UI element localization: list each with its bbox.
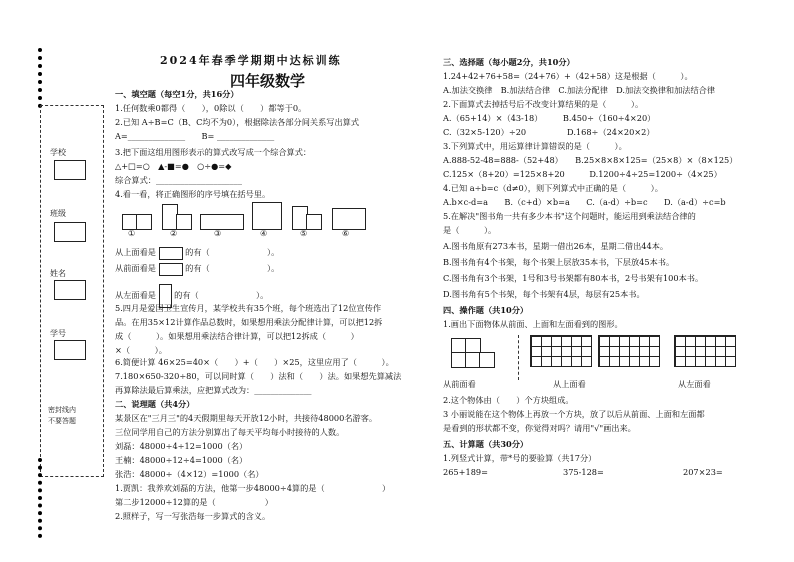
cube-fig-1b: [136, 214, 152, 230]
view-top-row: [115, 246, 279, 260]
cube-num-2: ②: [170, 229, 178, 238]
name-field[interactable]: [54, 280, 86, 300]
student-id-label: 学号: [50, 329, 66, 338]
perforation-dots-bottom: [38, 458, 46, 538]
reason-wangnan: 王楠：48000÷12÷4=1000（名）: [115, 455, 248, 465]
choice-q2-options-ab: A.（65+14）×（43-18） B.450÷（160÷4×20）: [443, 113, 656, 123]
cube-fig-3: [200, 214, 244, 230]
choice-q4: 4.已知 a÷b=c（d≠0），则下列算式中正确的是（ ）。: [443, 183, 663, 193]
choice-q5-line1: 5.在解决"图书角一共有多少本书"这个问题时，能运用到乘法结合律的: [443, 211, 696, 221]
calc-q1: 1.列竖式计算，带*号的要验算（共17分）: [443, 453, 597, 463]
reason-line2: 三位同学用自己的方法分别算出了每天平均每小时接待的人数。: [115, 427, 345, 437]
cube-num-1: ①: [128, 229, 136, 238]
binding-margin: [0, 0, 110, 562]
name-label: 姓名: [50, 269, 66, 278]
reason-q1-step2: 第二步12000÷12算的是（ ）: [115, 497, 273, 507]
choice-q5-line2: 是（ ）。: [443, 225, 497, 235]
choice-q1: 1.24+42+76+58=（24+76）+（42+58）这是根据（ ）。: [443, 71, 693, 81]
front-view-shape: [159, 263, 183, 276]
operation-q2: 2.这个物体由（ ）个方块组成。: [443, 395, 574, 405]
reason-q2: 2.照样子，写一写张浩每一步算式的含义。: [115, 511, 271, 521]
q6: 6.简便计算 46×25=40×（ ）+（ ）×25，这里应用了（ ）。: [115, 357, 394, 367]
q7-line1: 7.180×650-320÷80，可以同时算（ ）法和（ ）法。如果想先算减法: [115, 371, 402, 381]
view-top-blank: 的有（ ）。: [185, 247, 280, 257]
q3-text: 3.把下面这组用图形表示的算式改写成一个综合算式：: [115, 147, 312, 157]
grid-label-left: 从左面看: [678, 379, 711, 389]
reason-q1: 1.贾凯：我养欢刘磊的方法，他第一步48000÷4算的是（ ）: [115, 483, 391, 493]
top-view-shape: [159, 247, 183, 260]
choice-q5-c: C.图书角有3个书架，1号和3号书架都有80本书，2号书架有100本书。: [443, 273, 704, 283]
view-left-blank: 的有（ ）。: [174, 290, 269, 300]
choice-q3-options-ab: A.888-52-48=888-（52+48） B.25×8×8×125=（25×8）×（8×125）: [443, 155, 738, 165]
figure-divider: [518, 335, 519, 380]
q5-line3: 成（ ）。如果想用乘法结合律计算，可以把12拆成（ ）: [115, 331, 359, 341]
section-calculation: 五、计算题（共30分）: [443, 439, 529, 449]
calc-item-1: 265+189=: [443, 467, 488, 477]
reason-liulei: 刘磊：48000÷4÷12=1000（名）: [115, 441, 248, 451]
q7-line2: 再算除法最后算乘法，应把算式改为：______________: [115, 385, 312, 395]
cube-num-6: ⑥: [342, 229, 350, 238]
class-field[interactable]: [54, 222, 86, 242]
operation-q3-line1: 3 小丽说能在这个物体上再放一个方块，放了以后从前面、上面和左面都: [443, 409, 705, 419]
grid-left[interactable]: [674, 335, 736, 367]
choice-q3: 3.下列算式中，用运算律计算错误的是（ ）。: [443, 141, 627, 151]
view-front-label: 从前面看是: [115, 263, 156, 273]
seal-note-2: 不要答题: [48, 417, 76, 425]
q1: 1.任何数乘0都得（ ），0除以（ ）都等于0。: [115, 103, 307, 113]
school-field[interactable]: [54, 160, 86, 180]
section-choice: 三、选择题（每小题2分，共10分）: [443, 57, 575, 67]
choice-q5-b: B.图书角有4个书架，每个书架上层放35本书，下层放45本书。: [443, 257, 675, 267]
q3-symbols: △+□=○ ▲-■=● ○÷●=◆: [115, 161, 232, 171]
view-left-label: 从左面看是: [115, 290, 156, 300]
school-label: 学校: [50, 148, 66, 157]
choice-q3-options-cd: C.125×（8+20）=125×8+20 D.1200÷4÷25=1200÷（4×25）: [443, 169, 722, 179]
stack-cube-5: [479, 352, 495, 368]
choice-q1-options: A.加法交换律 B.加法结合律 C.加法分配律 D.加法交换律和加法结合律: [443, 85, 716, 95]
seal-note-1: 密封线内: [48, 406, 76, 414]
reason-line1: 某景区在"三月三"的4天假期里每天开放12小时，共接待48000名游客。: [115, 413, 378, 423]
grid-label-top: 从上面看: [553, 379, 586, 389]
choice-q5-d: D.图书角有5个书架，每个书架有4层，每层有25本书。: [443, 289, 645, 299]
cube-num-4: ④: [260, 229, 268, 238]
calc-item-2: 375-128=: [563, 467, 604, 477]
cube-fig-4: [252, 202, 282, 230]
subject-title: 四年级数学: [230, 72, 306, 90]
cube-fig-5b: [306, 214, 322, 230]
cube-stack-figure: [447, 336, 497, 376]
grid-label-front: 从前面看: [443, 379, 476, 389]
choice-q4-options: A.b×c-d=a B.（c+d）×b=a C.（a-d）÷b=c D.（a-d）÷c=b: [443, 197, 726, 207]
cube-fig-2b: [176, 214, 192, 230]
q5-line1: 5.四月是爱国卫生宣传月，某学校共有35个班，每个班选出了12位宣传作: [115, 303, 382, 313]
q3-answer: 综合算式：_____________________: [115, 175, 242, 185]
section-reasoning: 二、说理题（共4分）: [115, 399, 195, 409]
student-id-field[interactable]: [54, 340, 86, 360]
choice-q2-options-cd: C.（32×5-120）÷20 D.168÷（24×20×2）: [443, 127, 655, 137]
choice-q5-a: A.图书角原有273本书，星期一借出26本，星期二借出44本。: [443, 241, 669, 251]
calc-item-3: 207×23=: [683, 467, 723, 477]
cube-fig-6: [332, 208, 366, 230]
q5-line4: ×（ ）。: [115, 345, 167, 355]
q4-text: 4.看一看，将正确图形的序号填在括号里。: [115, 189, 271, 199]
q2-text: 2.已知 A÷B=C（B、C均不为0），根据除法各部分间关系写出算式: [115, 117, 360, 127]
exam-title: 2024年春季学期期中达标训练: [160, 54, 342, 67]
grid-front[interactable]: [530, 335, 592, 367]
operation-q3-line2: 是看到的形状都不变，你觉得对吗？请用"√"画出来。: [443, 423, 636, 433]
section-operation: 四、操作题（共10分）: [443, 305, 529, 315]
section-fill-blank: 一、填空题（每空1分，共16分）: [115, 89, 239, 99]
class-label: 班级: [50, 209, 66, 218]
cube-num-3: ③: [214, 229, 222, 238]
view-top-label: 从上面看是: [115, 247, 156, 257]
grid-top[interactable]: [598, 335, 660, 367]
reason-zhanghao: 张浩：48000÷（4×12）=1000（名）: [115, 469, 264, 479]
q2-answers: A=______________ B= ______________: [115, 131, 275, 141]
cube-num-5: ⑤: [300, 229, 308, 238]
choice-q2: 2.下面算式去掉括号后不改变计算结果的是（ ）。: [443, 99, 644, 109]
perforation-dots-top: [38, 48, 46, 108]
view-front-blank: 的有（ ）。: [185, 263, 280, 273]
q5-line2: 品。在用35×12计算作品总数时，如果想用乘法分配律计算，可以把12拆: [115, 317, 383, 327]
operation-q1: 1.画出下面物体从前面、上面和左面看到的图形。: [443, 319, 623, 329]
cube-figures: [120, 202, 380, 242]
view-front-row: [115, 262, 279, 276]
